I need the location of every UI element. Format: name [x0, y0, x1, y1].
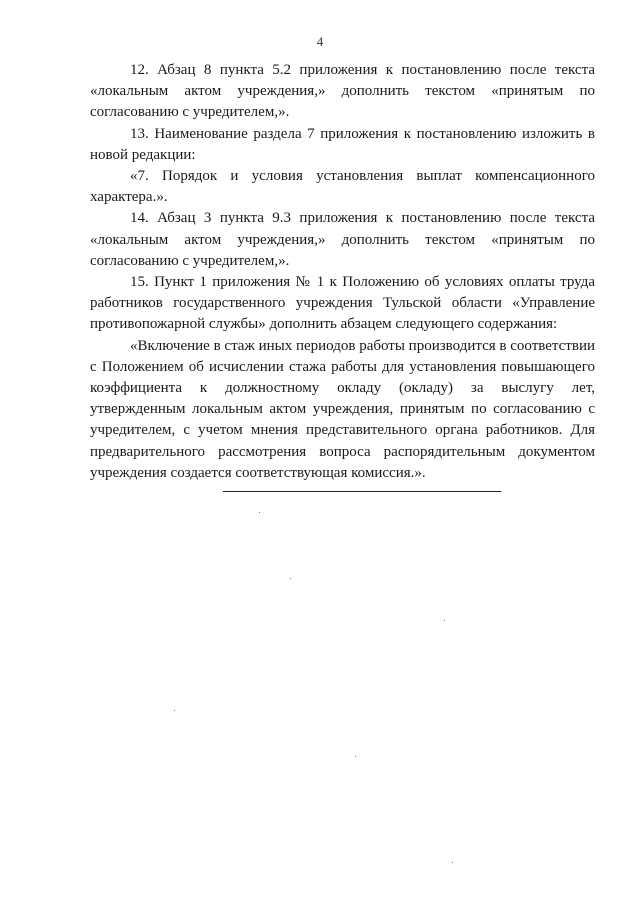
paragraph-item-12: 12. Абзац 8 пункта 5.2 приложения к постановлению после текста «локальным актом учреждения,» дополнить текстом «принятым по согласованию с учредителем,». [90, 62, 595, 121]
paragraph-item-14: 14. Абзац 3 пункта 9.3 приложения к постановлению после текста «локальным актом учреждения,» дополнить текстом «принятым по согласованию с учредителем,». [90, 210, 595, 269]
scan-speck [174, 710, 175, 711]
scan-speck [355, 756, 356, 757]
scan-speck [444, 620, 445, 621]
paragraph-quote-seniority: «Включение в стаж иных периодов работы производится в соответствии с Положением об исчислении стажа работы для установления повышающего коэффициента к должностному окладу (окладу) за выслугу лет, утвержденным локальным актом учреждения, принятым по согласованию с учредителем, с учетом мнения представительного органа работников. Для предварительного рассмотрения вопроса распорядительным документом учреждения создается соответствующая комиссия.». [90, 337, 595, 481]
end-separator-line [223, 491, 501, 492]
scan-speck [259, 512, 260, 513]
page-number: 4 [316, 34, 324, 49]
paragraph-quote-section-7: «7. Порядок и условия установления выплат компенсационного характера.». [90, 168, 595, 206]
paragraph-item-15: 15. Пункт 1 приложения № 1 к Положению об условиях оплаты труда работников государственного учреждения Тульской области «Управление противопожарной службы» дополнить абзацем следующего содержания: [90, 274, 595, 333]
paragraph-item-13: 13. Наименование раздела 7 приложения к постановлению изложить в новой редакции: [90, 125, 595, 163]
scan-speck [290, 578, 291, 579]
scan-speck [452, 862, 453, 863]
document-body [90, 60, 595, 484]
